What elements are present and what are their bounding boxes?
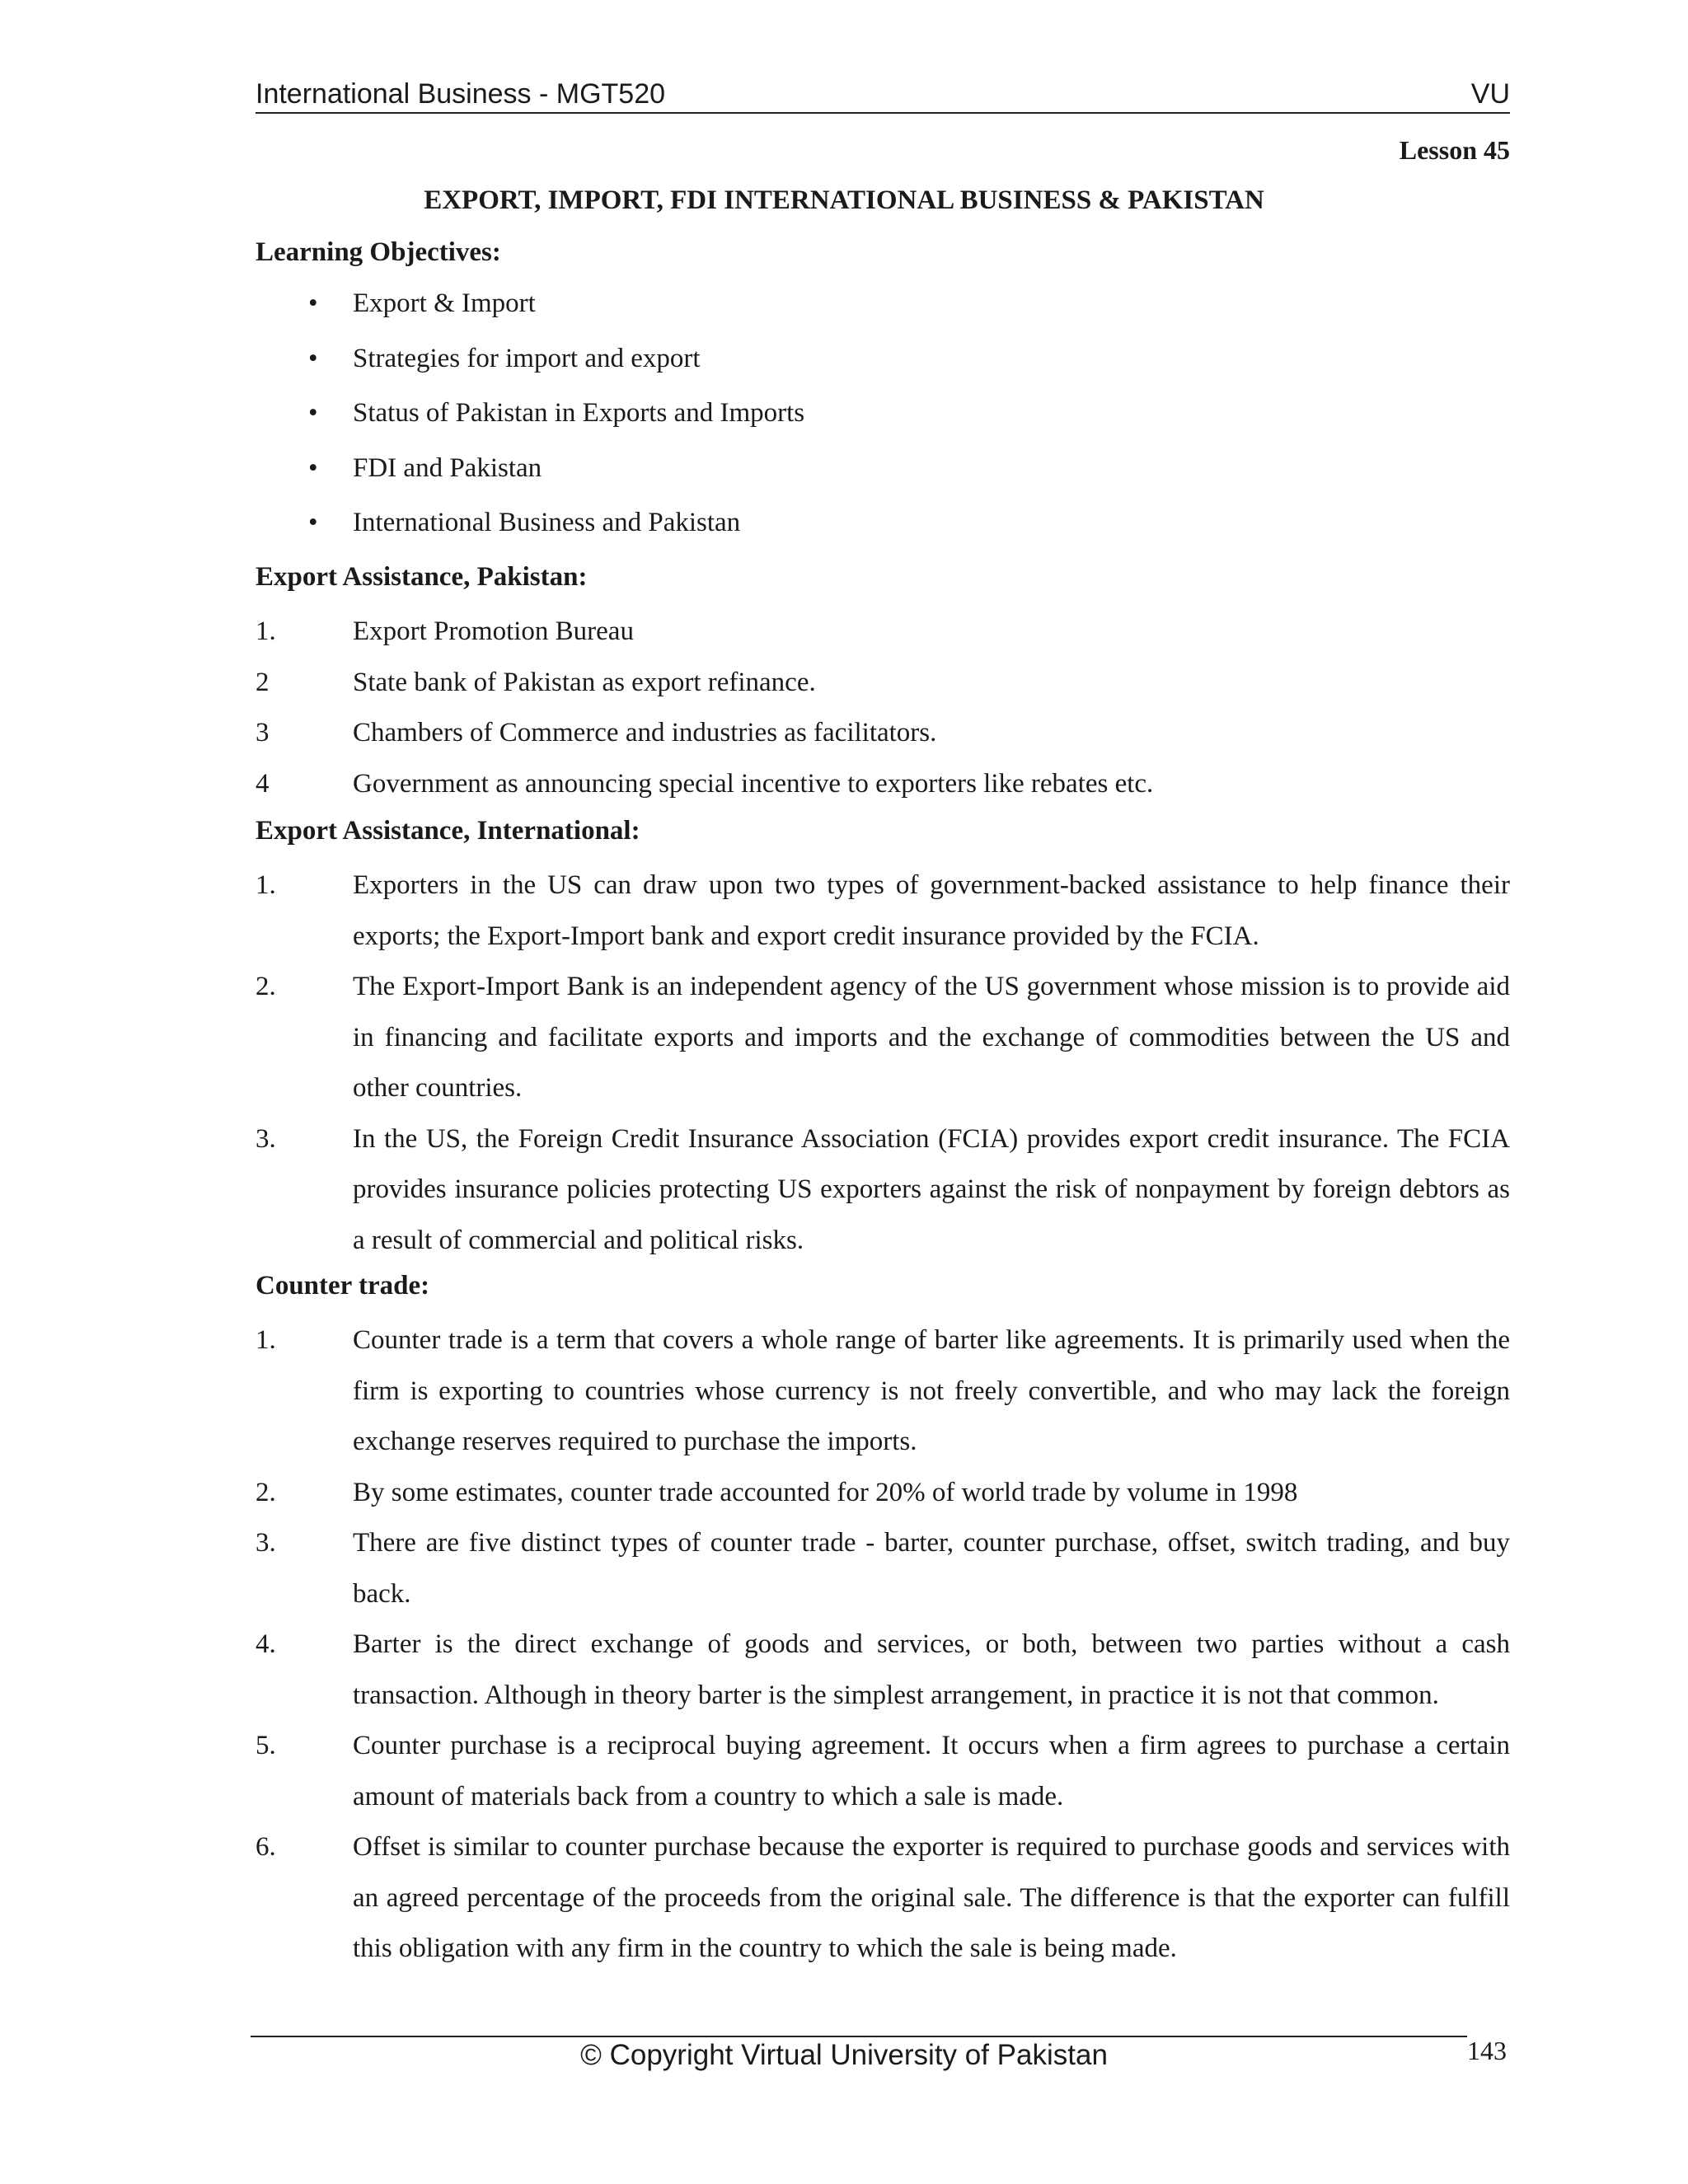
list-item: • Export & Import [308,288,536,318]
export-assistance-pakistan-list [256,607,1510,809]
export-assistance-international-list [256,860,1510,1266]
export-assistance-pakistan-heading: Export Assistance, Pakistan: [256,562,588,592]
list-item: 4. Barter is the direct exchange of goods and services, or both, between two parties without a cash transaction. Although in theory barter is the simplest arrangement, in practice it is not that common. [256,1629,1510,1710]
footer-divider [251,2036,1467,2037]
list-item: 3. There are five distinct types of counter trade - barter, counter purchase, offset, switch trading, and buy back. [256,1528,1510,1609]
list-item: • Strategies for import and export [308,343,701,373]
list-item: 4 Government as announcing special incentive to exporters like rebates etc. [256,768,1154,799]
bullet-icon: • [308,288,318,318]
list-item: • International Business and Pakistan [308,508,741,537]
list-item: • Status of Pakistan in Exports and Imports [308,398,805,428]
bullet-icon: • [308,452,318,483]
list-item: 1. Export Promotion Bureau [256,616,634,646]
page-title: EXPORT, IMPORT, FDI INTERNATIONAL BUSINESS & PAKISTAN [424,185,1264,215]
lesson-number: Lesson 45 [1399,135,1510,165]
bullet-icon: • [308,508,318,537]
list-item: 2. The Export-Import Bank is an independent agency of the US government whose mission is to provide aid in financing and facilitate exports and imports and the exchange of commodities between the US and other countries. [256,972,1510,1103]
list-item: 1. Counter trade is a term that covers a whole range of barter like agreements. It is primarily used when the firm is exporting to countries whose currency is not freely convertible, and who may lack the foreign exchange reserves required to purchase the imports. [256,1325,1510,1456]
list-item: • FDI and Pakistan [308,452,542,483]
list-item: 2. By some estimates, counter trade accounted for 20% of world trade by volume in 1998 [256,1477,1298,1507]
counter-trade-list [256,1315,1510,1975]
list-item: 2 State bank of Pakistan as export refinance. [256,667,816,697]
page-header [256,79,1510,114]
list-item: 3. In the US, the Foreign Credit Insurance Association (FCIA) provides export credit insurance. The FCIA provides insurance policies protecting US exporters against the risk of nonpayment by foreign debtors as a result of commercial and political risks. [256,1123,1510,1255]
learning-objectives-list [256,288,1510,563]
list-item: 3 Chambers of Commerce and industries as facilitators. [256,718,937,748]
page-number: 143 [1467,2036,1507,2065]
copyright-notice: © Copyright Virtual University of Pakistan [580,2039,1108,2071]
counter-trade-heading: Counter trade: [256,1271,430,1301]
course-title: International Business - MGT520 [256,78,666,110]
bullet-icon: • [308,398,318,428]
export-assistance-international-heading: Export Assistance, International: [256,816,640,846]
bullet-icon: • [308,343,318,373]
list-item: 6. Offset is similar to counter purchase because the exporter is required to purchase goods and services with an agreed percentage of the proceeds from the original sale. The difference is that the exporter can fulfill this obligation with any firm in the country to which the sale is being made. [256,1832,1510,1963]
list-item: 5. Counter purchase is a reciprocal buying agreement. It occurs when a firm agrees to purchase a certain amount of materials back from a country to which a sale is made. [256,1731,1510,1811]
list-item: 1. Exporters in the US can draw upon two types of government-backed assistance to help finance their exports; the Export-Import bank and export credit insurance provided by the FCIA. [256,870,1510,951]
institution-abbrev: VU [1470,78,1510,110]
learning-objectives-heading: Learning Objectives: [256,237,501,267]
